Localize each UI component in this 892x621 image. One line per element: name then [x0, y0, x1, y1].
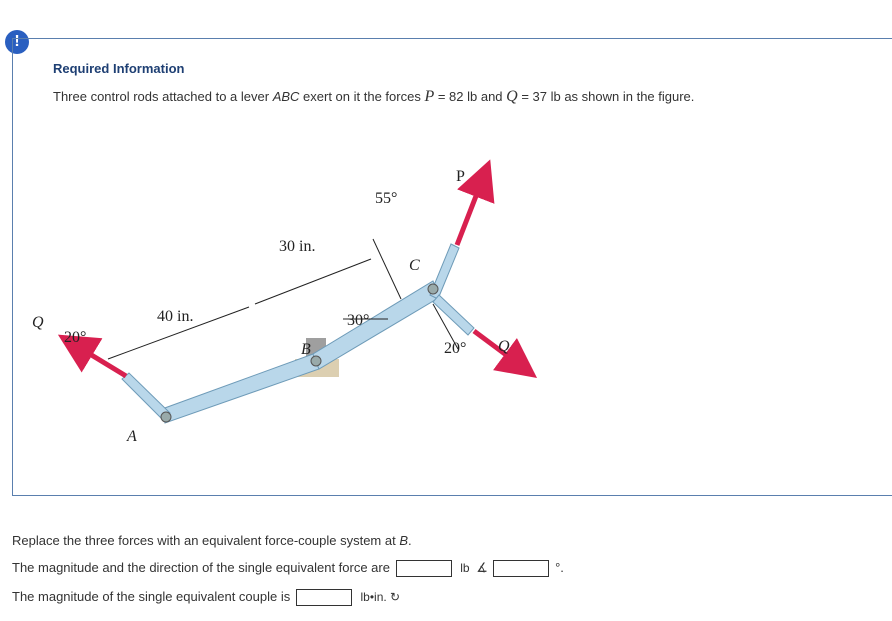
dim-30in-label: 30 in. [279, 238, 316, 255]
card-title: Required Information [53, 61, 185, 76]
force-p-arrow [457, 178, 483, 245]
dim-30in-line [255, 259, 371, 304]
angle-20-left-label: 20° [64, 329, 87, 346]
problem-statement: Three control rods attached to a lever ABC exert on it the forces P = 82 lb and Q = 37 lb as shown in the figure. [53, 88, 695, 105]
pin-a [161, 412, 171, 422]
lever-figure [32, 159, 578, 499]
couple-magnitude-input[interactable] [296, 589, 352, 606]
label-b: B [301, 341, 311, 358]
angle-icon: ∡ [476, 560, 488, 575]
couple-answer-line: The magnitude of the single equivalent couple is lb•in. ↻ [12, 589, 403, 606]
alert-icon: ! [5, 30, 29, 54]
question-prompt: Replace the three forces with an equivalent force-couple system at B. [12, 533, 412, 548]
dim-55-line [373, 239, 401, 299]
dim-40in-label: 40 in. [157, 308, 194, 325]
label-q-left: Q [32, 314, 44, 331]
angle-30-label: 30° [347, 312, 370, 329]
pin-c [428, 284, 438, 294]
lever-arm-bc [313, 281, 440, 369]
angle-20-right-label: 20° [444, 340, 467, 357]
lever-arm-ab [162, 354, 319, 423]
label-c: C [409, 257, 420, 274]
label-q-right: Q [498, 338, 510, 355]
pin-b [311, 356, 321, 366]
force-answer-line: The magnitude and the direction of the single equivalent force are lb ∡ °. [12, 560, 564, 577]
force-q-left-arrow [75, 345, 126, 376]
force-magnitude-input[interactable] [396, 560, 452, 577]
required-info-card [12, 38, 892, 496]
label-p: P [456, 168, 465, 185]
angle-55-label: 55° [375, 190, 398, 207]
force-direction-input[interactable] [493, 560, 549, 577]
label-a: A [127, 428, 137, 445]
